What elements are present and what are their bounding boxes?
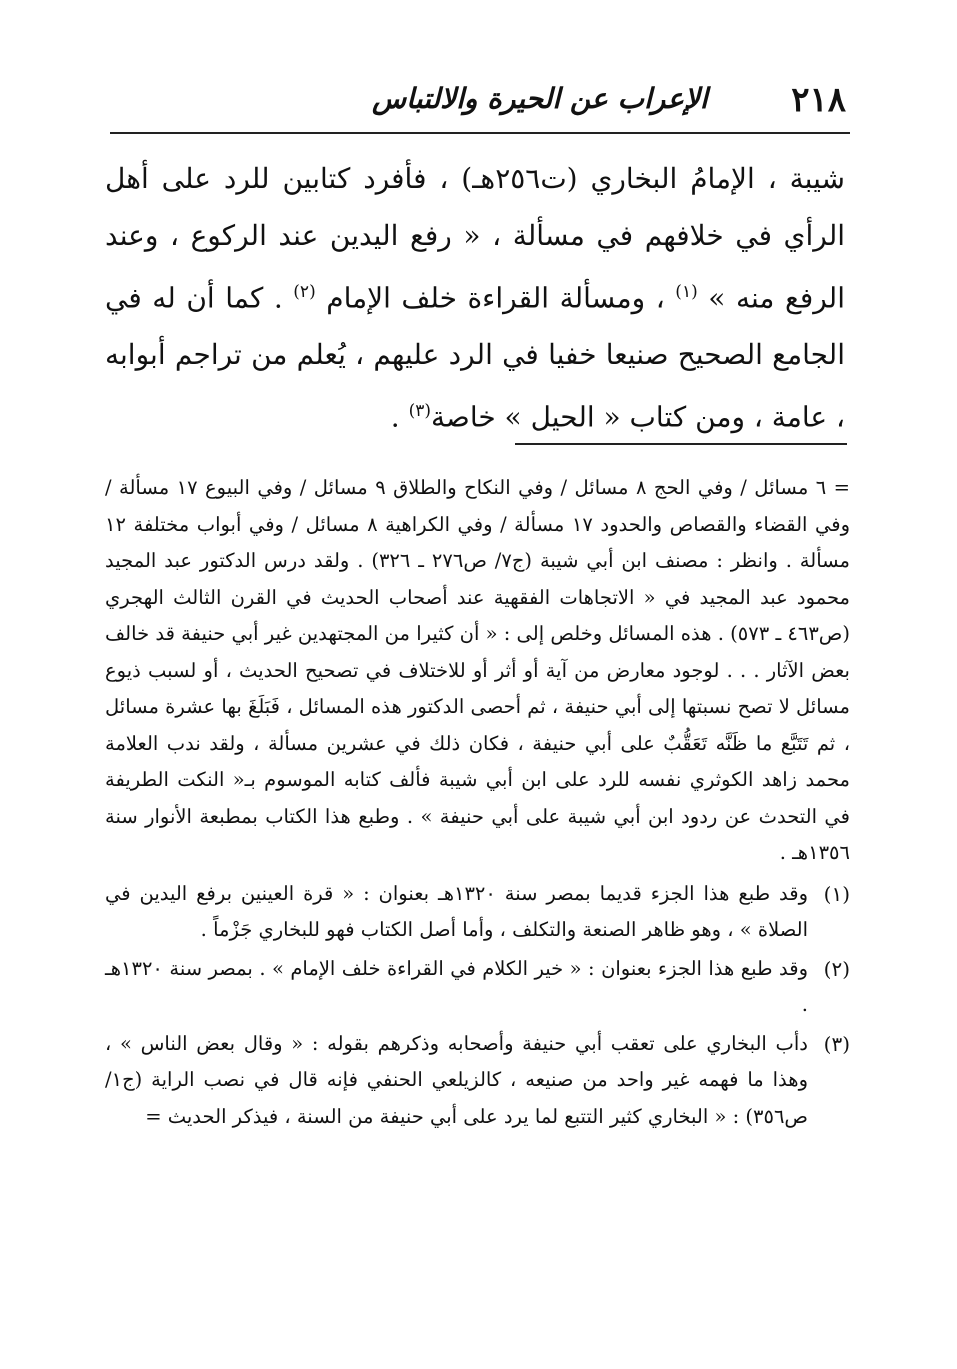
main-text-part: .: [390, 400, 400, 434]
footnote-continuation: = ٦ مسائل / وفي الحج ٨ مسائل / وفي النكاح والطلاق ٩ مسائل / وفي البيوع ١٧ مسألة / وفي القضاء والقصاص والحدود ١٧ مسألة / وفي الكراهية ٨ مسائل / وفي أبواب مختلفة ١٢ مسألة . وانظر : مصنف ابن أبي شيبة (ج٧/ ص٢٧٦ ـ ٣٢٦) . ولقد درس الدكتور عبد المجيد محمود عبد المجيد في « الاتجاهات الفقهية عند أصحاب الحديث في القرن الثالث الهجري (ص٤٦٣ ـ ٥٧٣) . هذه المسائل وخلص إلى : « أن كثيرا من المجتهدين غير أبي حنيفة قد خالف بعض الآثار . . . لوجود معارض من آية أو أثر أو للاختلاف في تصحيح الحديث ، أو لسبب ذيوع مسائل لا تصح نسبتها إلى أبي حنيفة ، ثم أحصى الدكتور هذه المسائل ، فَبَلَغَ بها عشرة مسائل ، ثم تَتَبَّع ما ظَنَّه تَعَقُّبٌ على أبي حنيفة ، فكان ذلك في عشرين مسألة ، ولقد ندب العلامة محمد زاهد الكوثري نفسه للرد على ابن أبي شيبة فألف كتابه الموسوم بـ« النكت الطريفة في التحدث عن ردود ابن أبي شيبة على أبي حنيفة » . وطبع هذا الكتاب بمطبعة الأنوار سنة ١٣٥٦هـ .: [105, 476, 850, 864]
footnote-marker: (٢): [823, 956, 850, 981]
footnotes: [105, 470, 850, 1135]
footnote-marker: (٣): [823, 1031, 850, 1056]
footnote-ref-2: (٢): [293, 282, 316, 302]
footnote-text: دأب البخاري على تعقب أبي حنيفة وأصحابه وذكرهم بقوله : « وقال بعض الناس » ، وهذا ما فهمه غير واحد من صنيعه ، كالزيلعي الحنفي فإنه قال في نصب الراية (ج١/ ص٣٥٦) : « البخاري كثير التتبع لما يرد على أبي حنيفة من السنة ، فيذكر الحديث =: [105, 1031, 808, 1128]
footnote-3: [105, 1026, 850, 1136]
footnote-1: [105, 876, 850, 949]
footnote-text: وقد طبع هذا الجزء بعنوان : « خير الكلام في القراءة خلف الإمام » . بمصر سنة ١٣٢٠هـ .: [105, 956, 808, 1016]
footnote-ref-1: (١): [675, 282, 698, 302]
main-text-part: شيبة ، الإمامُ البخاري (ت٢٥٦هـ) ، فأفرد كتابين للرد على أهل الرأي في خلافهم في مسألة ، « رفع اليدين عند الركوع ، وعند الرفع منه »: [105, 162, 846, 315]
footnote-text: وقد طبع هذا الجزء قديما بمصر سنة ١٣٢٠هـ بعنوان : « قرة العينين برفع اليدين في الصلاة » ، وهو ظاهر الصنعة والتكلف ، وأما أصل الكتاب فهو للبخاري جَزْماً .: [105, 881, 808, 941]
header-rule: [110, 132, 850, 134]
running-title: الإعراب عن الحيرة والالتباس: [372, 82, 708, 115]
page-number: ٢١٨: [791, 80, 846, 120]
footnote-separator: [515, 443, 847, 445]
footnote-marker: (١): [823, 881, 850, 906]
footnote-2: [105, 951, 850, 1024]
main-text-part: . كما أن له في الجامع الصحيح صنيعا خفيا في الرد عليهم ، يُعلم من تراجم أبوابه ، عامة ، ومن كتاب « الحيل » خاصة: [105, 281, 845, 434]
page-header: [110, 72, 850, 142]
main-text-part: ، ومسألة القراءة خلف الإمام: [326, 281, 665, 315]
footnote-ref-3: (٣): [408, 401, 432, 422]
main-paragraph: [105, 150, 845, 446]
main-text: [105, 150, 845, 446]
